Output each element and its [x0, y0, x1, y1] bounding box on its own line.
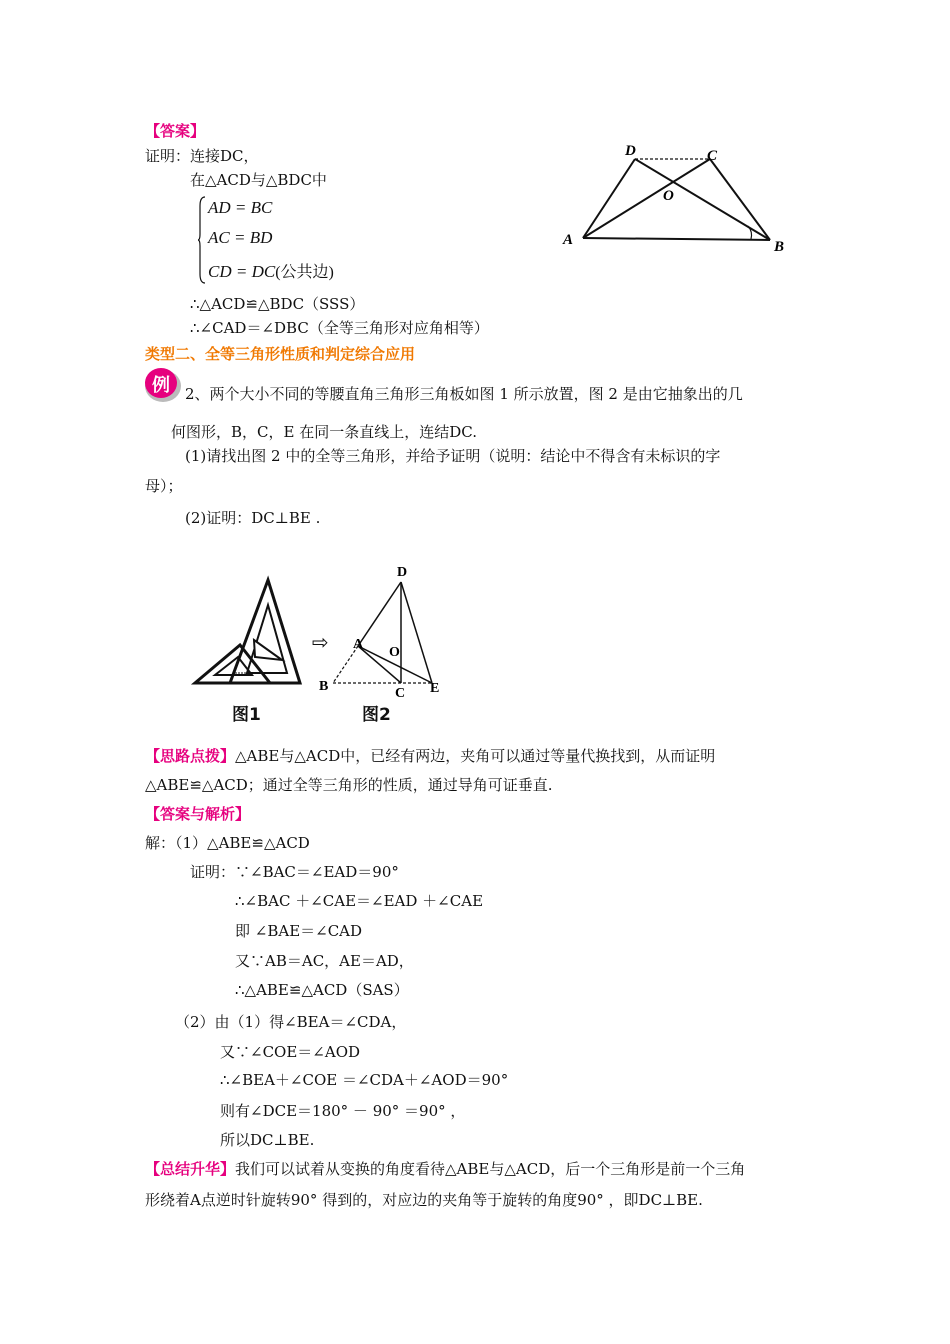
- label-a: A: [563, 232, 574, 248]
- label-e-fig2: E: [430, 681, 440, 696]
- equation-ac-bd: AC = BD: [208, 228, 273, 247]
- solution-line-8: 又∵∠COE＝∠AOD: [220, 1043, 361, 1061]
- section-title: 类型二、全等三角形性质和判定综合应用: [145, 345, 416, 363]
- solution-line-4: 即 ∠BAE＝∠CAD: [235, 922, 363, 940]
- summary-line-1: [145, 1159, 745, 1179]
- label-a-fig2: A: [353, 637, 364, 652]
- label-b-fig2: B: [319, 679, 329, 694]
- equation-ad-bc: AD = BC: [208, 198, 273, 217]
- label-o-fig2: O: [389, 645, 400, 660]
- label-c-fig2: C: [395, 686, 406, 700]
- solution-line-11: 所以DC⊥BE.: [220, 1131, 315, 1149]
- summary-tag: 【总结升华】: [145, 1160, 236, 1178]
- solution-line-3: ∴∠BAC ＋∠CAE＝∠EAD ＋∠CAE: [235, 892, 484, 910]
- label-c: C: [707, 148, 718, 164]
- hint-line-1: [145, 746, 715, 766]
- solution-line-10: 则有∠DCE＝180° － 90° ＝90° ，: [220, 1102, 466, 1120]
- solution-line-2: 证明：∵∠BAC＝∠EAD＝90°: [190, 863, 399, 881]
- solution-line-5: 又∵AB＝AC，AE＝AD，: [235, 952, 414, 970]
- solution-line-1: 解：（1）△ABE≌△ACD: [145, 834, 310, 852]
- answer-tag: 【答案】: [145, 122, 206, 140]
- figure-trapezoid: [555, 138, 795, 258]
- solution-line-6: ∴△ABE≌△ACD（SAS）: [235, 981, 409, 999]
- summary-text-1: 我们可以试着从变换的角度看待△ABE与△ACD，后一个三角形是前一个三角: [235, 1160, 746, 1178]
- label-d-fig2: D: [397, 565, 408, 580]
- solution-tag: 【答案与解析】: [145, 805, 251, 823]
- solution-line-9: ∴∠BEA＋∠COE ＝∠CDA＋∠AOD＝90°: [220, 1071, 509, 1089]
- example-question-2: (2)证明：DC⊥BE .: [185, 509, 321, 527]
- label-o: O: [663, 188, 674, 204]
- equation-cd-dc-text: CD = DC: [208, 262, 276, 281]
- equation-cd-dc: [208, 259, 334, 282]
- example-question-1-end: 母）；: [145, 477, 183, 495]
- caption-figure-2: 图2: [362, 705, 391, 725]
- example-question-1: (1)请找出图 2 中的全等三角形，并给予证明（说明：结论中不得含有未标识的字: [185, 447, 721, 465]
- label-d: D: [625, 143, 636, 159]
- caption-figure-1: 图1: [232, 705, 261, 725]
- figure-2-geometry: [315, 560, 450, 700]
- proof-context: 在△ACD与△BDC中: [190, 171, 327, 189]
- angle-conclusion: ∴∠CAD＝∠DBC（全等三角形对应角相等）: [190, 319, 489, 337]
- example-line-2: 何图形，B，C，E 在同一条直线上，连结DC.: [171, 423, 477, 441]
- arrow-icon: ⇨: [312, 630, 329, 654]
- congruence-conclusion: ∴△ACD≌△BDC（SSS）: [190, 295, 365, 313]
- hint-line-2: △ABE≌△ACD；通过全等三角形的性质，通过导角可证垂直.: [145, 776, 553, 794]
- example-badge: [143, 364, 183, 404]
- badge-text: 例: [152, 375, 170, 396]
- solution-line-7: （2）由（1）得∠BEA＝∠CDA，: [175, 1013, 407, 1031]
- common-side-note: (公共边): [275, 264, 334, 281]
- system-brace: [198, 196, 206, 284]
- example-line-1: 2、两个大小不同的等腰直角三角形三角板如图 1 所示放置，图 2 是由它抽象出的几: [185, 385, 743, 403]
- figure-1-set-squares: [190, 575, 310, 687]
- hint-text-1: △ABE与△ACD中，已经有两边，夹角可以通过等量代换找到，从而证明: [235, 747, 716, 765]
- label-b: B: [774, 239, 785, 255]
- proof-intro: 证明：连接DC，: [145, 147, 259, 165]
- summary-line-2: 形绕着A点逆时针旋转90° 得到的，对应边的夹角等于旋转的角度90° ，即DC⊥BE.: [145, 1191, 703, 1209]
- hint-tag: 【思路点拨】: [145, 747, 236, 765]
